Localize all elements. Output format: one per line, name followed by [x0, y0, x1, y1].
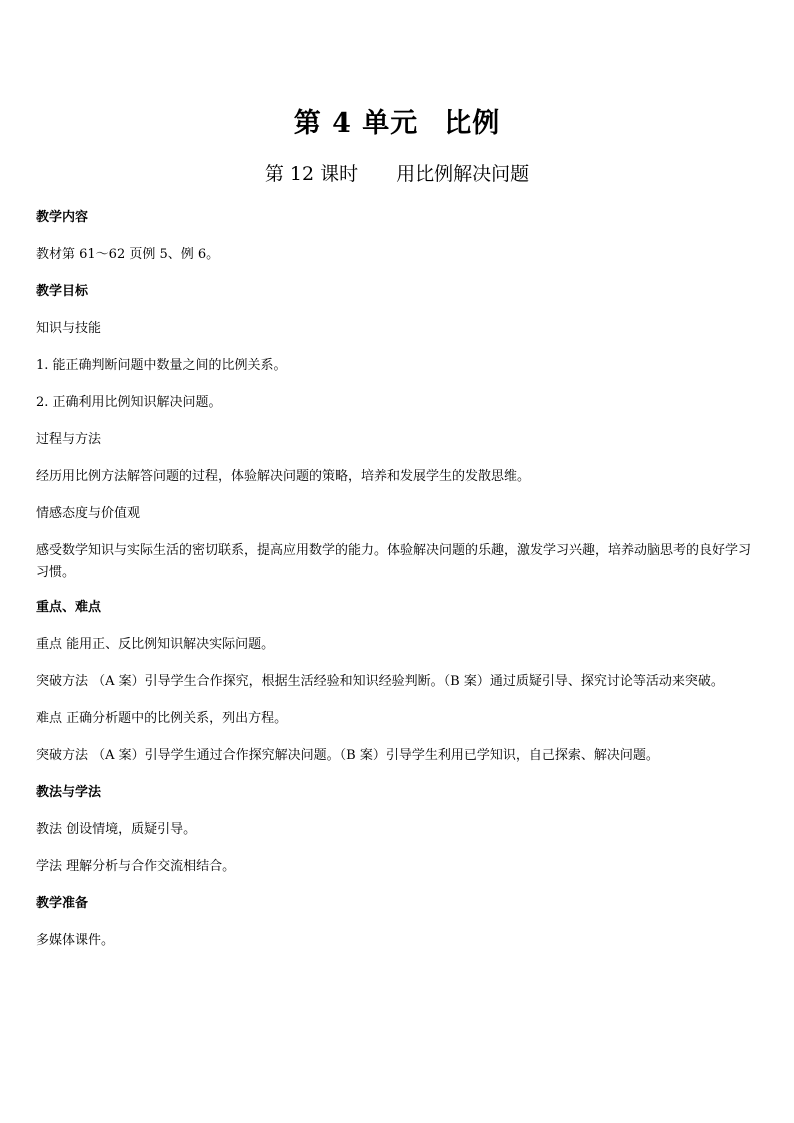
knowledge-item-1: 1. 能正确判断问题中数量之间的比例关系。: [36, 358, 287, 373]
heading-key-difficult: 重点、难点: [36, 600, 102, 615]
page-subtitle: [0, 159, 794, 186]
knowledge-item-2: 2. 正确利用比例知识解决问题。: [36, 395, 222, 410]
heading-methods: 教法与学法: [36, 785, 102, 800]
heading-teaching-content: 教学内容: [36, 210, 89, 225]
teach-method-text: 教法 创设情境，质疑引导。: [36, 822, 197, 837]
heading-preparation: 教学准备: [36, 896, 89, 911]
title-unit: 第 4 单元: [293, 108, 419, 139]
subheading-knowledge: 知识与技能: [36, 321, 102, 336]
heading-teaching-goals: 教学目标: [36, 284, 89, 299]
preparation-text: 多媒体课件。: [36, 933, 115, 948]
title-topic: 比例: [444, 108, 501, 139]
key-point-text: 重点 能用正、反比例知识解决实际问题。: [36, 637, 275, 652]
learn-method-text: 学法 理解分析与合作交流相结合。: [36, 859, 236, 874]
subtitle-lesson: 第 12 课时: [264, 163, 359, 185]
process-text: 经历用比例方法解答问题的过程，体验解决问题的策略，培养和发展学生的发散思维。: [36, 469, 531, 484]
subheading-process: 过程与方法: [36, 432, 102, 447]
subtitle-topic: 用比例解决问题: [396, 163, 530, 185]
difficult-breakthrough-text: 突破方法 （A 案）引导学生通过合作探究解决问题。（B 案）引导学生利用已学知识，自己探索、解决问题。: [36, 748, 659, 763]
emotion-text: 感受数学知识与实际生活的密切联系，提高应用数学的能力。体验解决问题的乐趣，激发学习兴趣，培养动脑思考的良好学习习惯。: [36, 543, 752, 580]
page-title: [0, 101, 794, 140]
document-body: [36, 207, 760, 967]
difficult-point-text: 难点 正确分析题中的比例关系，列出方程。: [36, 711, 288, 726]
subheading-emotion: 情感态度与价值观: [36, 506, 141, 521]
key-breakthrough-text: 突破方法 （A 案）引导学生合作探究，根据生活经验和知识经验判断。（B 案）通过质疑引导、探究讨论等活动来突破。: [36, 674, 724, 689]
teaching-content-text: 教材第 61～62 页例 5、例 6。: [36, 247, 220, 262]
